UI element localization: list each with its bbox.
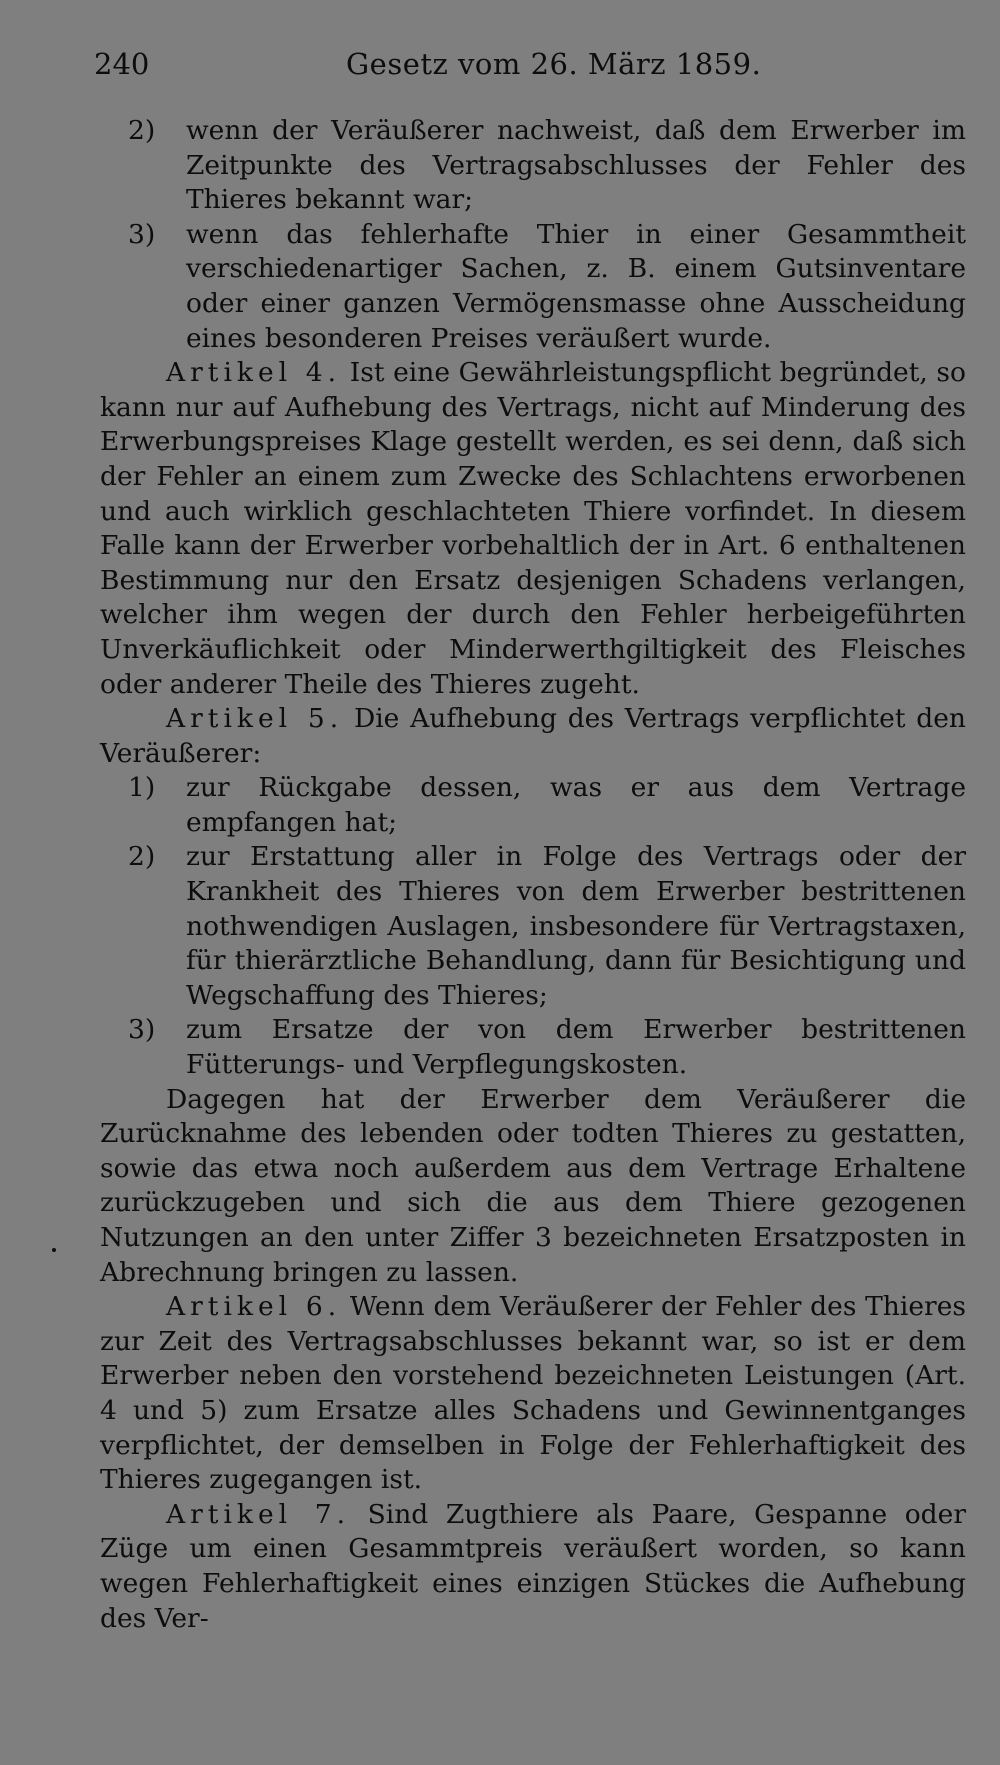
article-4 (100, 356, 966, 702)
list-item-number: 3) (128, 218, 156, 250)
list-item-text: wenn der Veräußerer nachweist, daß dem Erwerber im Zeitpunkte des Vertragsabschlusses der Fehler des Thieres bekannt war; (186, 115, 966, 216)
article-6 (100, 1290, 966, 1498)
article-label: Artikel 4. (166, 357, 342, 389)
list-item-text: zur Erstattung aller in Folge des Vertrags oder der Krankheit des Thieres von dem Erwerber bestrittenen nothwendigen Auslagen, insbesondere für Vertragstaxen, für thierärztliche Behandlung, dann für Besichtigung und Wegschaffung des Thieres; (186, 841, 966, 1011)
list-item-number: 2) (128, 841, 156, 873)
list-item (100, 1013, 966, 1082)
article-label: Artikel 7. (166, 1498, 351, 1530)
stray-ink-dot (52, 1248, 56, 1252)
list-item-number: 3) (128, 1014, 156, 1046)
article-label: Artikel 6. (166, 1291, 342, 1323)
list-item-number: 2) (128, 115, 156, 146)
list-item-text: zum Ersatze der von dem Erwerber bestrittenen Fütterungs- und Verpflegungskosten. (186, 1014, 966, 1081)
article-5 (100, 702, 966, 771)
article-7 (100, 1498, 966, 1636)
list-item (100, 114, 966, 218)
article-text: Wenn dem Veräußerer der Fehler des Thieres zur Zeit des Vertragsabschlusses bekannt war, so ist er dem Erwerber neben den vorstehend bezeichneten Leistungen (Art. 4 und 5) zum Ersatze alles Schadens und Gewinnentganges verpflichtet, der demselben in Folge der Fehlerhaftigkeit des Thieres zugegangen ist. (100, 1291, 966, 1496)
body-text (100, 114, 966, 1636)
list-item (100, 771, 966, 840)
list-item-number: 1) (128, 772, 156, 804)
article-text: Die Aufhebung des Vertrags verpflichtet den Veräußerer: (100, 703, 966, 769)
article-5-continuation: Dagegen hat der Erwerber dem Veräußerer die Zurücknahme des lebenden oder todten Thieres zu gestatten, sowie das etwa noch außerdem aus dem Vertrage Erhaltene zurückzugeben und sich die aus dem Thiere gezogenen Nutzungen an den unter Ziffer 3 bezeichneten Ersatzposten in Abrechnung bringen zu lassen. (100, 1083, 966, 1288)
page-header (94, 42, 964, 86)
page-number: 240 (94, 47, 150, 81)
article-text: Ist eine Gewährleistungspflicht begründet, so kann nur auf Aufhebung des Vertrags, nicht auf Minderung des Erwerbungspreises Klage gestellt werden, es sei denn, daß sich der Fehler an einem zum Zwecke des Schlachtens erworbenen und auch wirklich geschlachteten Thiere vorfindet. In diesem Falle kann der Erwerber vorbehaltlich der in Art. 6 enthaltenen Bestimmung nur den Ersatz desjenigen Schadens verlangen, welcher ihm wegen der durch den Fehler herbeigeführten Unverkäuflichkeit oder Minderwerthgiltigkeit des Fleisches oder anderer Theile des Thieres zugeht. (100, 357, 966, 700)
list-item (100, 218, 966, 356)
list-item-text: zur Rückgabe dessen, was er aus dem Vertrage empfangen hat; (186, 772, 966, 838)
article-label: Artikel 5. (166, 703, 344, 735)
running-head: Gesetz vom 26. März 1859. (346, 47, 762, 81)
list-item-text: wenn das fehlerhafte Thier in einer Gesammtheit verschiedenartiger Sachen, z. B. einem Gutsinventare oder einer ganzen Vermögensmasse ohne Ausscheidung eines besonderen Preises veräußert wurde. (186, 218, 966, 354)
list-item (100, 840, 966, 1013)
article-text: Sind Zugthiere als Paare, Gespanne oder Züge um einen Gesammtpreis veräußert worden, so kann wegen Fehlerhaftigkeit eines einzigen Stückes die Aufhebung des Ver- (100, 1498, 966, 1634)
